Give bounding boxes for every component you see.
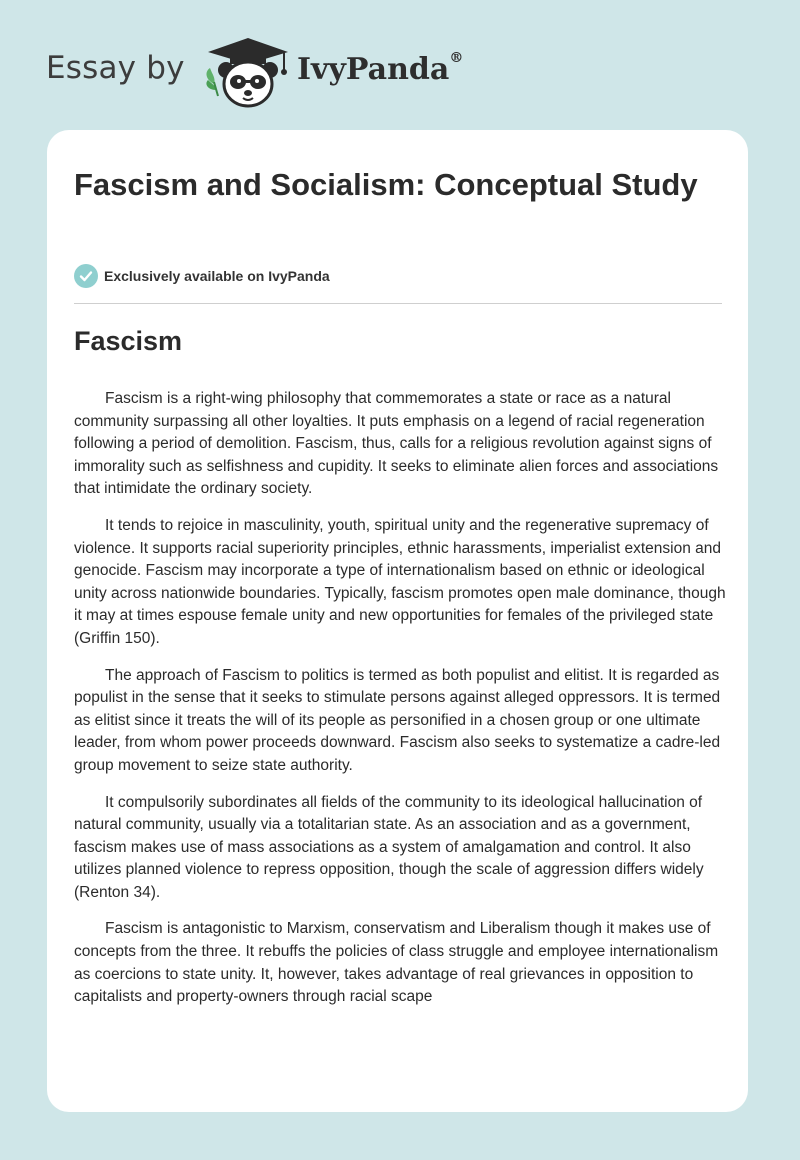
brand-name[interactable]: IvyPanda® <box>297 50 464 87</box>
page-title: Fascism and Socialism: Conceptual Study <box>74 167 698 202</box>
registered-mark: ® <box>449 50 464 66</box>
paragraph: Fascism is antagonistic to Marxism, conservatism and Liberalism though it makes use of concepts from the three. It rebuffs the policies of class struggle and employee internationalism as coercions to state unity. It, however, takes advantage of real grievances in opposition to capitalists and property-owners through racial scape <box>74 920 719 1006</box>
paragraph: The approach of Fascism to politics is termed as both populist and elitist. It is regarded as populist in the sense that it seeks to stimulate persons against alleged oppressors. It is termed as elitist since it treats the will of its people as personified in a chosen group or one ultimate leader, from whom power proceeds downward. Fascism also seeks to systematize a cadre-led group movement to seize state authority. <box>74 666 721 774</box>
panda-graduation-cap-icon[interactable] <box>200 34 296 110</box>
check-icon <box>74 264 98 288</box>
exclusive-badge <box>74 263 330 289</box>
paragraph: It tends to rejoice in masculinity, youth, spiritual unity and the regenerative supremacy of violence. It supports racial superiority principles, ethnic harassments, imperialist extension and genocide. Fascism may incorporate a type of internationalism based on ethnic or ideological unity across nationwide boundaries. Typically, fascism promotes open male dominance, though it may at times espouse female unity and new opportunities for females of the privileged state (Griffin 150). <box>74 516 726 647</box>
paragraph: It compulsorily subordinates all fields of the community to its ideological hallucination of natural community, usually via a totalitarian state. As an association and as a government, fascism makes use of mass associations as a system of amalgamation and control. It also utilizes planned violence to repress opposition, though the scale of aggression differs widely (Renton 34). <box>74 793 704 901</box>
section-heading: Fascism <box>74 326 183 356</box>
essay-card <box>47 130 748 1112</box>
brand-prefix: Essay by <box>46 50 185 86</box>
badge-text: Exclusively available on IvyPanda <box>104 268 330 284</box>
site-header <box>0 0 800 130</box>
paragraph: Fascism is a right-wing philosophy that commemorates a state or race as a natural community surpassing all other loyalties. It puts emphasis on a legend of racial regeneration following a period of demolition. Fascism, thus, calls for a religious revolution against signs of immorality such as selfishness and cupidity. It seeks to eliminate alien forces and associations that intimidate the ordinary society. <box>74 390 719 498</box>
divider <box>74 303 722 304</box>
essay-body <box>74 388 726 1023</box>
